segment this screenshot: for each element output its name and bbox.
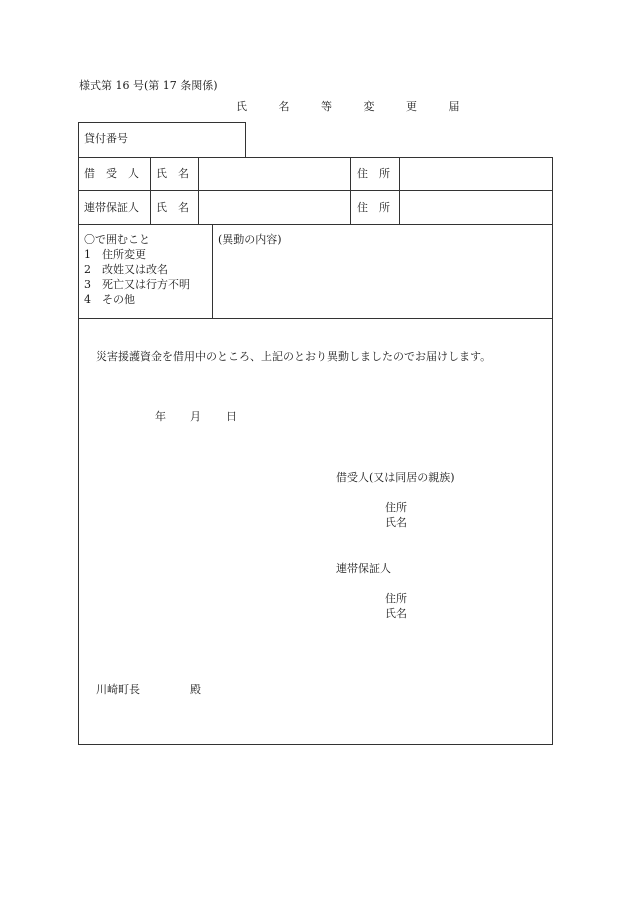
row-divider [78, 224, 553, 225]
borrower-address-label: 住 所 [357, 167, 390, 180]
guarantor-address-label: 住 所 [357, 201, 390, 214]
col-divider [350, 157, 351, 224]
borrower-label: 借 受 人 [84, 167, 139, 180]
col-divider [399, 157, 400, 224]
statement-text: 災害援護資金を借用中のところ、上記のとおり異動しましたのでお届けします。 [96, 350, 492, 363]
signer-guarantor-address-label: 住所 [385, 592, 407, 605]
change-option-rename[interactable]: 2 改姓又は改名 [84, 263, 168, 276]
change-type-instruction: 〇で囲むこと [84, 233, 150, 246]
signer-borrower-heading: 借受人(又は同居の親族) [336, 471, 455, 484]
col-divider [150, 157, 151, 224]
col-divider [212, 224, 213, 318]
signer-guarantor-name-label: 氏名 [385, 607, 407, 620]
signer-borrower-address-label: 住所 [385, 501, 407, 514]
change-details-label: (異動の内容) [218, 233, 282, 246]
form-title: 氏 名 等 変 更 届 [236, 100, 474, 113]
guarantor-label: 連帯保証人 [84, 201, 139, 214]
borrower-name-label: 氏 名 [156, 167, 189, 180]
change-option-address[interactable]: 1 住所変更 [84, 248, 146, 261]
date-day-label: 日 [226, 410, 237, 423]
form-number: 様式第 16 号(第 17 条関係) [79, 79, 218, 92]
col-divider [198, 157, 199, 224]
signer-borrower-name-label: 氏名 [385, 516, 407, 529]
date-year-label: 年 [155, 410, 166, 423]
loan-number-label: 貸付番号 [84, 132, 128, 145]
signer-guarantor-heading: 連帯保証人 [336, 562, 391, 575]
row-divider [78, 318, 553, 319]
guarantor-name-label: 氏 名 [156, 201, 189, 214]
date-month-label: 月 [190, 410, 201, 423]
addressee: 川崎町長 [96, 683, 140, 696]
change-option-death[interactable]: 3 死亡又は行方不明 [84, 278, 190, 291]
change-option-other[interactable]: 4 その他 [84, 293, 135, 306]
honorific: 殿 [190, 683, 201, 696]
